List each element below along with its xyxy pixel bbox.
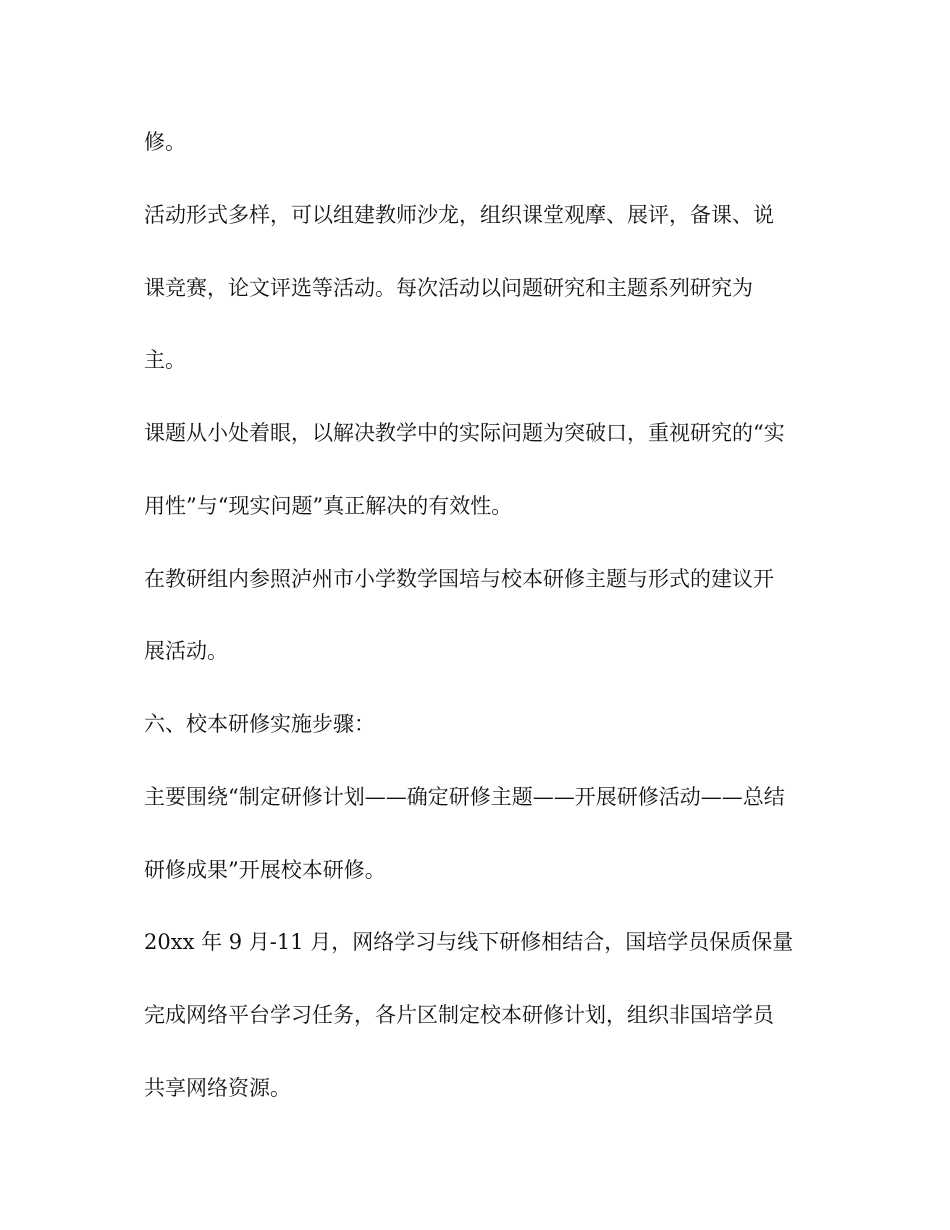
text-line-11: 研修成果”开展校本研修。 [144, 858, 386, 882]
text-line-3: 课竞赛，论文评选等活动。每次活动以问题研究和主题系列研究为 [144, 276, 753, 300]
text-line-2: 活动形式多样，可以组建教师沙龙，组织课堂观摩、展评，备课、说 [144, 203, 774, 227]
section-heading: 六、校本研修实施步骤： [144, 712, 375, 736]
text-line-10: 主要围绕“制定研修计划——确定研修主题——开展研修活动——总结 [144, 785, 785, 809]
text-line-8: 展活动。 [144, 639, 228, 663]
text-line-7: 在教研组内参照泸州市小学数学国培与校本研修主题与形式的建议开 [144, 567, 774, 591]
text-line-1: 修。 [144, 130, 186, 154]
text-line-5: 课题从小处着眼，以解决教学中的实际问题为突破口，重视研究的“实 [144, 421, 785, 445]
text-line-4: 主。 [144, 348, 186, 372]
text-line-14: 共享网络资源。 [144, 1076, 291, 1100]
text-line-13: 完成网络平台学习任务，各片区制定校本研修计划，组织非国培学员 [144, 1003, 774, 1027]
text-line-12: 20xx 年 9 月-11 月，网络学习与线下研修相结合，国培学员保质保量 [144, 930, 794, 954]
text-line-6: 用性”与“现实问题”真正解决的有效性。 [144, 494, 513, 518]
